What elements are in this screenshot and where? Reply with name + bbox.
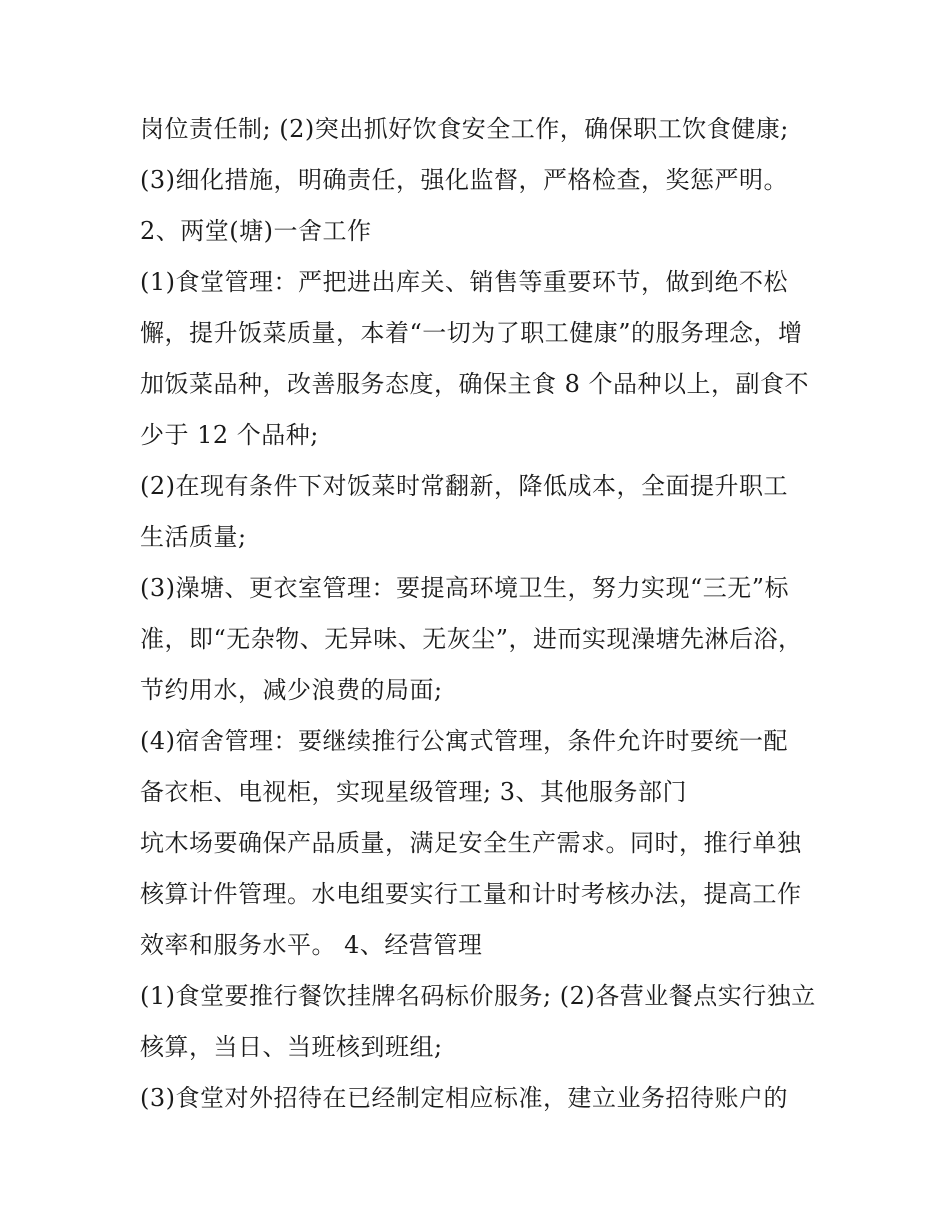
text-line: 岗位责任制; (2)突出抓好饮食安全工作，确保职工饮食健康; xyxy=(140,115,789,143)
text-line: 准，即“无杂物、无异味、无灰尘”，进而实现澡塘先淋后浴， xyxy=(140,625,803,653)
text-line: (3)细化措施，明确责任，强化监督，严格检查，奖惩严明。 xyxy=(140,166,788,194)
text-line: 生活质量; xyxy=(140,523,247,551)
text-line: (3)食堂对外招待在已经制定相应标准，建立业务招待账户的 xyxy=(140,1084,788,1112)
text-line: 少于 12 个品种; xyxy=(140,421,319,449)
text-line: 懈，提升饭菜质量，本着“一切为了职工健康”的服务理念，增 xyxy=(140,319,803,347)
text-line: 效率和服务水平。 4、经营管理 xyxy=(140,931,483,959)
text-line: (4)宿舍管理：要继续推行公寓式管理，条件允许时要统一配 xyxy=(140,727,788,755)
text-line: 备衣柜、电视柜，实现星级管理; 3、其他服务部门 xyxy=(140,778,687,806)
text-line: 加饭菜品种，改善服务态度，确保主食 8 个品种以上，副食不 xyxy=(140,370,810,398)
text-line: (1)食堂要推行餐饮挂牌名码标价服务; (2)各营业餐点实行独立 xyxy=(140,982,816,1010)
section-heading: 2、两堂(塘)一舍工作 xyxy=(140,217,372,245)
text-line: (3)澡塘、更衣室管理：要提高环境卫生，努力实现“三无”标 xyxy=(140,574,790,602)
text-line: (2)在现有条件下对饭菜时常翻新，降低成本，全面提升职工 xyxy=(140,472,788,500)
document-body xyxy=(140,104,820,1124)
text-line: 节约用水，减少浪费的局面; xyxy=(140,676,443,704)
text-line: 核算计件管理。水电组要实行工量和计时考核办法，提高工作 xyxy=(140,880,802,908)
text-line: 坑木场要确保产品质量，满足安全生产需求。同时，推行单独 xyxy=(140,829,802,857)
text-line: 核算，当日、当班核到班组; xyxy=(140,1033,443,1061)
text-line: (1)食堂管理：严把进出库关、销售等重要环节，做到绝不松 xyxy=(140,268,788,296)
